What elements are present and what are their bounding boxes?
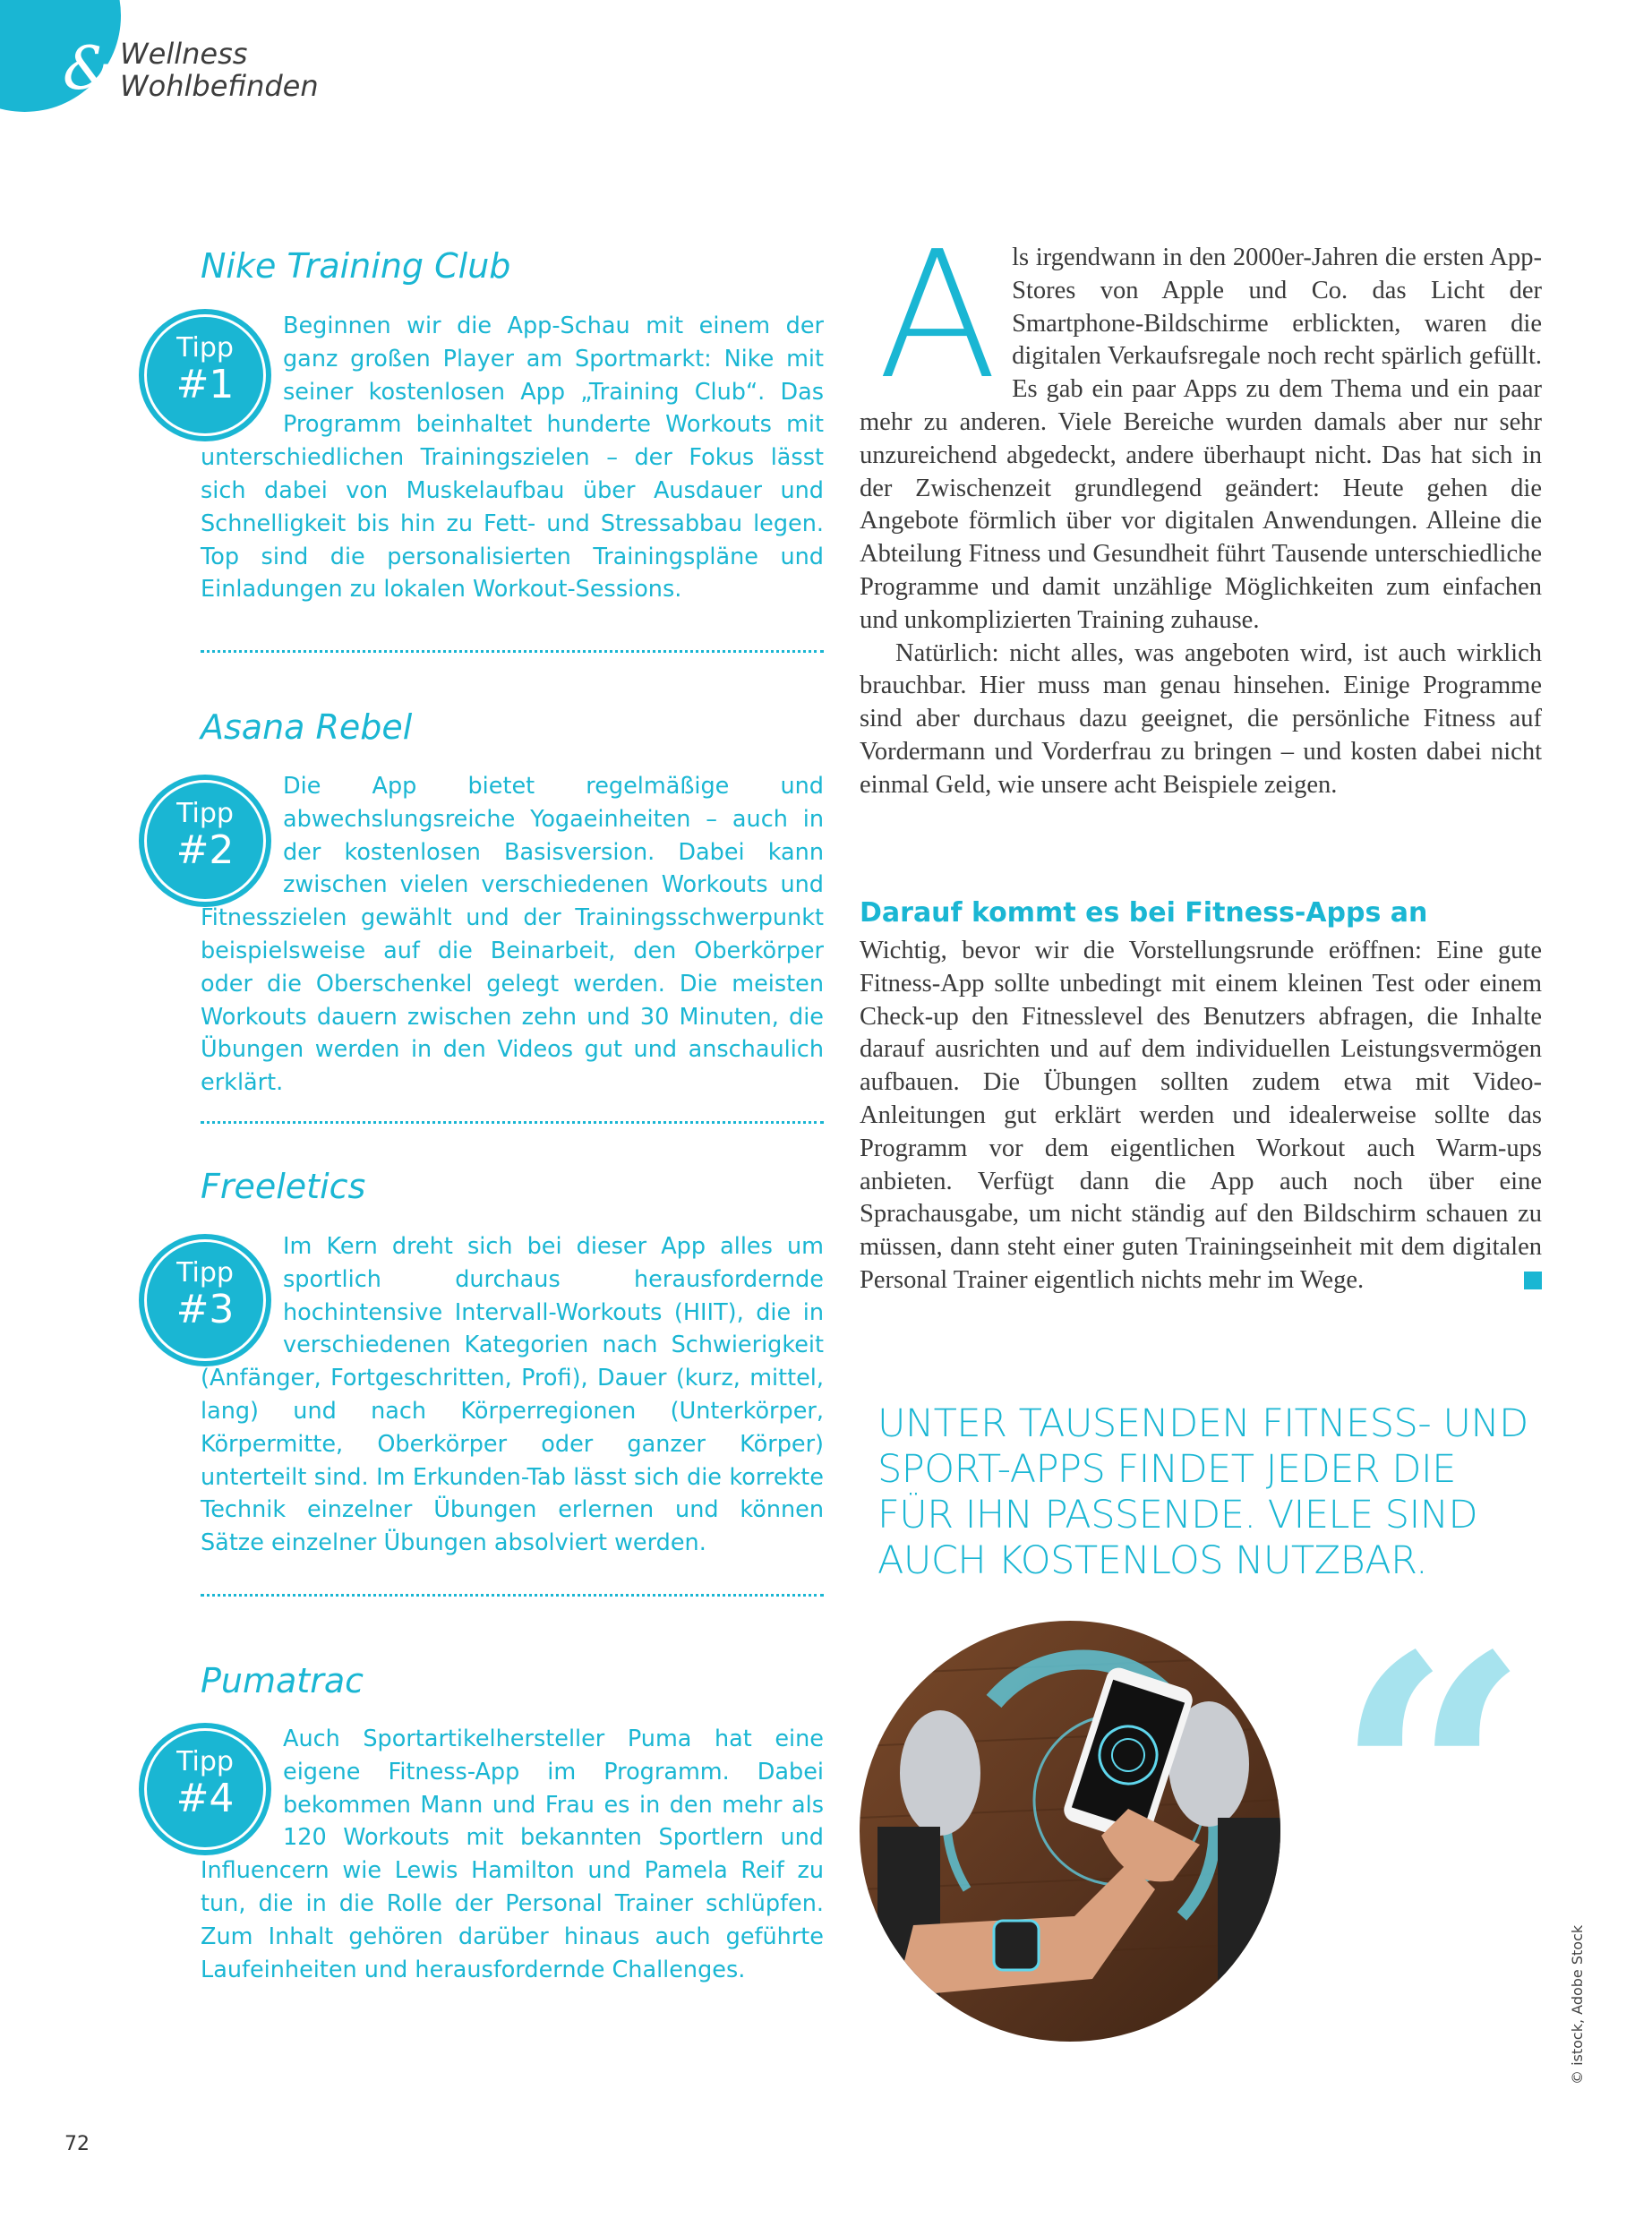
quote-mark-icon: “ bbox=[1334, 1581, 1530, 1982]
page-number: 72 bbox=[64, 2133, 90, 2155]
tip-divider bbox=[201, 650, 824, 653]
tip-2-badge-word: Tipp bbox=[176, 798, 234, 829]
fitness-app-photo bbox=[860, 1621, 1280, 2042]
intro-paragraph-1: ls irgendwann in den 2000er-Jahren die ersten App-Stores von Apple und Co. das Licht der Smartphone-Bildschirme erblickten, waren die digitalen Verkaufsregale noch recht spärlich gefüllt. Es gab ein paar Apps zu dem Thema und ein paar mehr zu anderen. Viele Bereiche wurden damals aber nur sehr unzureichend abgedeckt, andere überhaupt nicht. Das hat sich in der Zwischenzeit grundlegend geändert: Heute gehen die Angebote förmlich über vor digitalen Anwendungen. Alleine die Abteilung Fitness und Gesundheit führt Tausende unterschiedliche Programme und damit unzählige Möglichkeiten zum einfachen und unkomplizierten Training zuhause. bbox=[860, 244, 1542, 634]
tip-divider bbox=[201, 1594, 824, 1597]
drop-cap: A bbox=[877, 214, 998, 418]
tip-3-badge-word: Tipp bbox=[176, 1257, 234, 1289]
intro-paragraph-2: Natürlich: nicht alles, was angeboten wird, ist auch wirklich brauchbar. Hier muss man genau hinsehen. Einige Programme sind aber durchaus dazu geeignet, die persönliche Fitness auf Vordermann und Vorderfrau zu bringen – und kosten dabei nicht einmal Geld, wie unsere acht Beispiele zeigen. bbox=[860, 638, 1542, 799]
tip-4-title: Pumatrac bbox=[201, 1661, 364, 1700]
tip-4-badge-number: #4 bbox=[175, 1776, 235, 1821]
tip-1-body: Beginnen wir die App-Schau mit einem der ganz großen Player am Sportmarkt: Nike mit seiner kostenlosen App „Training Club“. Das Programm beinhaltet hunderte Workouts mit unterschiedlichen Trainingszielen – der Fokus lässt sich dabei von Muskelaufbau über Ausdauer und Schnelligkeit bis hin zu Fett- und Stressabbau legen. Top sind die personalisierten Trainingspläne und Einladungen zu lokalen Workout-Sessions. bbox=[201, 313, 824, 604]
tip-divider bbox=[201, 1121, 824, 1124]
tip-2-body: Die App bietet regelmäßige und abwechslungsreiche Yogaeinheiten – auch in der kostenlosen Basisversion. Dabei kann zwischen vielen verschiedenen Workouts und Fitnesszielen gewählt und der Trainingsschwerpunkt beispielsweise auf die Beinarbeit, den Oberkörper oder die Oberschenkel gelegt werden. Die meisten Workouts dauern zwischen zehn und 30 Minuten, die Übungen werden in den Videos gut und anschaulich erklärt. bbox=[201, 773, 824, 1097]
tip-3-body: Im Kern dreht sich bei dieser App alles um sportlich durchaus herausfordernde hochintensive Intervall-Workouts (HIIT), die in verschiedenen Kategorien nach Schwierigkeit (Anfänger, Fortgeschritten, Profi), Dauer (kurz, mittel, lang) und nach Körperregionen (Unterkörper, Körpermitte, Oberkörper oder ganzer Körper) unterteilt sind. Im Erkunden-Tab lässt sich die korrekte Technik einzelner Übungen erlernen und können Sätze einzelner Übungen absolviert werden. bbox=[201, 1233, 824, 1557]
tip-1-badge-word: Tipp bbox=[176, 332, 234, 364]
section-label-wohlbefinden: Wohlbefinden bbox=[120, 69, 319, 103]
tip-1-badge-number: #1 bbox=[175, 362, 235, 407]
ampersand-logo: & bbox=[63, 34, 116, 103]
section-heading: Darauf kommt es bei Fitness-Apps an bbox=[860, 897, 1428, 929]
tip-3-badge-number: #3 bbox=[175, 1287, 235, 1332]
tip-2-badge-number: #2 bbox=[175, 827, 235, 873]
photo-credit: © istock, Adobe Stock bbox=[1569, 1924, 1586, 2085]
tip-3-title: Freeletics bbox=[201, 1167, 366, 1206]
tip-4-body: Auch Sportartikelhersteller Puma hat eine eigene Fitness-App im Programm. Dabei bekommen Mann und Frau es in den mehr als 120 Workouts mit bekannten Sportlern und Influencern wie Lewis Hamilton und Pamela Reif zu tun, die in die Rolle der Personal Trainer schlüpfen. Zum Inhalt gehören darüber hinaus auch geführte Laufeinheiten und herausfordernde Challenges. bbox=[201, 1726, 824, 1983]
tip-1-title: Nike Training Club bbox=[201, 246, 511, 286]
end-mark-icon bbox=[1524, 1272, 1542, 1289]
pull-quote: UNTER TAUSENDEN FITNESS- UND SPORT-APPS FINDET JEDER DIE FÜR IHN PASSENDE. VIELE SIND AUCH KOSTENLOS NUTZBAR. bbox=[877, 1401, 1528, 1583]
tip-2-title: Asana Rebel bbox=[201, 707, 413, 747]
section-label-wellness: Wellness bbox=[120, 37, 248, 71]
tip-4-badge-word: Tipp bbox=[176, 1746, 234, 1777]
intro-text bbox=[860, 214, 1542, 802]
section-body: Wichtig, bevor wir die Vorstellungsrunde eröffnen: Eine gute Fitness-App sollte unbedingt mit einem kleinen Test oder einem Check-up den Fitnesslevel des Benutzers abfragen, die Inhalte darauf ausrichten und auf dem individuellen Leistungsvermögen aufbauen. Die Übungen sollten zudem etwa mit Video-Anleitungen gut erklärt werden und idealerweise sollte das Programm vor dem eigentlichen Workout auch Warm-ups anbieten. Verfügt dann die App auch noch über eine Sprachausgabe, um nicht ständig auf den Bildschirm schauen zu müssen, dann steht einer guten Trainingseinheit mit dem digitalen Personal Trainer eigentlich nichts mehr im Wege. bbox=[860, 937, 1542, 1294]
